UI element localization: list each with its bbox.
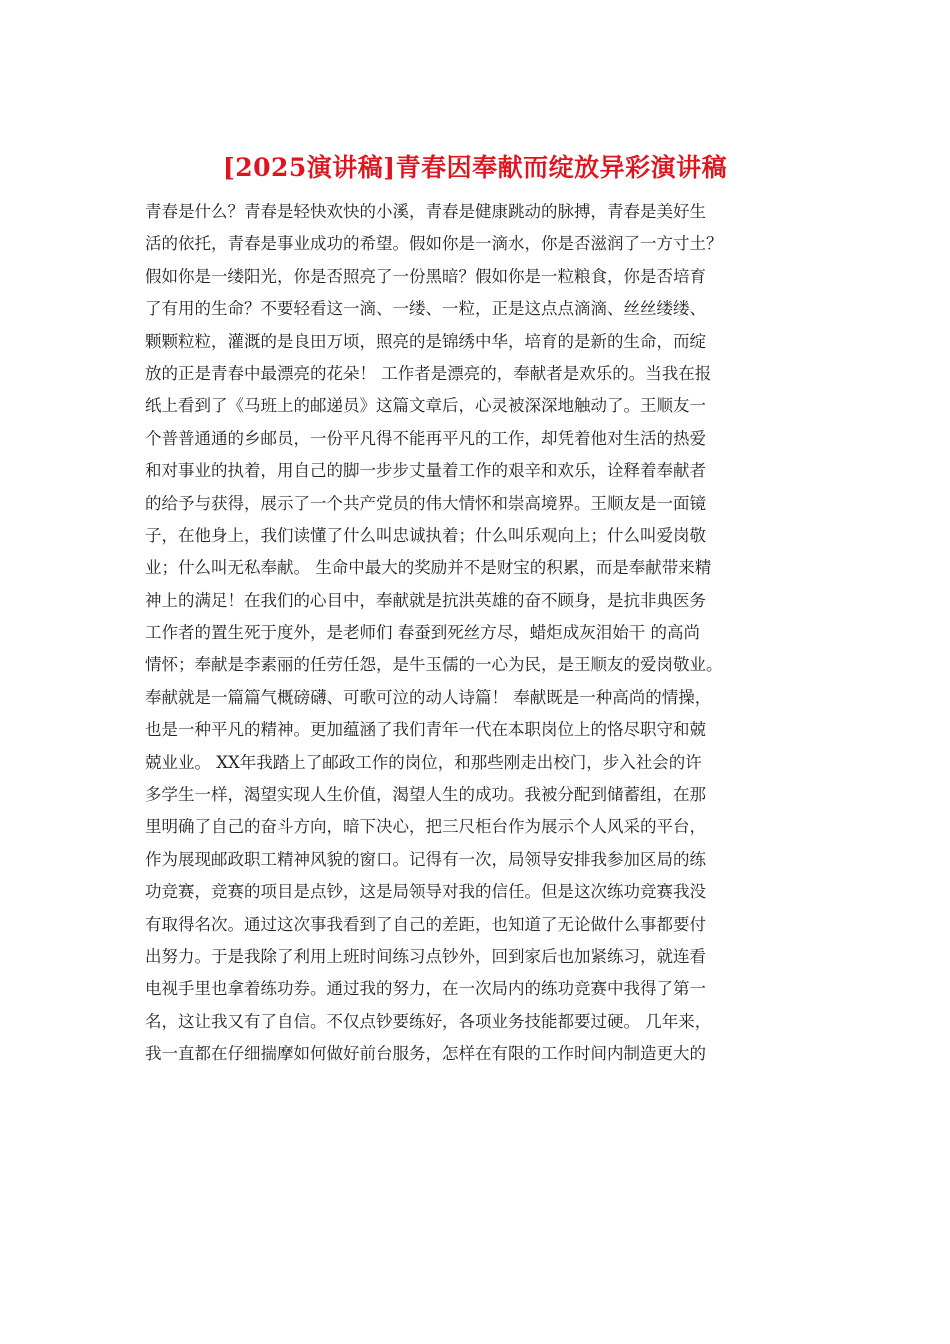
body-text-line: 放的正是青春中最漂亮的花朵！ 工作者是漂亮的，奉献者是欢乐的。当我在报 bbox=[145, 363, 712, 383]
body-text-line: 电视手里也拿着练功券。通过我的努力，在一次局内的练功竞赛中我得了第一 bbox=[145, 979, 706, 999]
document-body bbox=[145, 196, 805, 1071]
body-text-line: 业；什么叫无私奉献。 生命中最大的奖励并不是财宝的积累，而是奉献带来精 bbox=[145, 558, 712, 578]
body-text-line: 多学生一样，渴望实现人生价值，渴望人生的成功。我被分配到储蓄组，在那 bbox=[145, 785, 706, 805]
body-text-line: 了有用的生命？不要轻看这一滴、一缕、一粒，正是这点点滴滴、丝丝缕缕、 bbox=[145, 299, 706, 319]
body-text-line: 纸上看到了《马班上的邮递员》这篇文章后，心灵被深深地触动了。王顺友一 bbox=[145, 396, 706, 416]
body-text-line: 的给予与获得，展示了一个共产党员的伟大情怀和崇高境界。王顺友是一面镜 bbox=[145, 493, 706, 513]
body-text-line: 我一直都在仔细揣摩如何做好前台服务，怎样在有限的工作时间内制造更大的 bbox=[145, 1044, 706, 1064]
body-text-line: 功竞赛，竞赛的项目是点钞，这是局领导对我的信任。但是这次练功竞赛我没 bbox=[145, 882, 706, 902]
body-text-line: 出努力。于是我除了利用上班时间练习点钞外，回到家后也加紧练习，就连看 bbox=[145, 946, 706, 966]
body-text-line: 颗颗粒粒，灌溉的是良田万顷，照亮的是锦绣中华，培育的是新的生命，而绽 bbox=[145, 331, 706, 351]
body-text-line: 情怀；奉献是李素丽的任劳任怨，是牛玉儒的一心为民，是王顺友的爱岗敬业。 bbox=[145, 655, 723, 675]
body-text-line: 个普普通通的乡邮员，一份平凡得不能再平凡的工作，却凭着他对生活的热爱 bbox=[145, 428, 706, 448]
body-text-line: 有取得名次。通过这次事我看到了自己的差距，也知道了无论做什么事都要付 bbox=[145, 914, 706, 934]
body-text-line: 神上的满足！在我们的心目中，奉献就是抗洪英雄的奋不顾身，是抗非典医务 bbox=[145, 590, 706, 610]
body-text-line: 活的依托，青春是事业成功的希望。假如你是一滴水，你是否滋润了一方寸土？ bbox=[145, 234, 723, 254]
body-text-line: 子，在他身上，我们读懂了什么叫忠诚执着；什么叫乐观向上；什么叫爱岗敬 bbox=[145, 525, 706, 545]
body-text-line: 兢业业。 XX年我踏上了邮政工作的岗位，和那些刚走出校门，步入社会的许 bbox=[145, 752, 702, 772]
body-text-line: 工作者的置生死于度外，是老师们 春蚕到死丝方尽，蜡炬成灰泪始干 的高尚 bbox=[145, 623, 700, 643]
body-text-line: 作为展现邮政职工精神风貌的窗口。记得有一次，局领导安排我参加区局的练 bbox=[145, 849, 706, 869]
body-text-line: 青春是什么？青春是轻快欢快的小溪，青春是健康跳动的脉搏，青春是美好生 bbox=[145, 202, 706, 221]
body-text-line: 和对事业的执着，用自己的脚一步步丈量着工作的艰辛和欢乐，诠释着奉献者 bbox=[145, 461, 706, 481]
document-title: [2025演讲稿]青春因奉献而绽放异彩演讲稿 bbox=[222, 153, 728, 182]
body-text-line: 假如你是一缕阳光，你是否照亮了一份黑暗？假如你是一粒粮食，你是否培育 bbox=[145, 266, 706, 286]
body-text-line: 也是一种平凡的精神。更加蕴涵了我们青年一代在本职岗位上的恪尽职守和兢 bbox=[145, 720, 706, 740]
body-text-line: 名，这让我又有了自信。不仅点钞要练好，各项业务技能都要过硬。 几年来， bbox=[145, 1011, 712, 1031]
body-text-line: 里明确了自己的奋斗方向，暗下决心，把三尺柜台作为展示个人风采的平台， bbox=[145, 817, 706, 837]
body-text-line: 奉献就是一篇篇气概磅礴、可歌可泣的动人诗篇！ 奉献既是一种高尚的情操， bbox=[145, 687, 712, 707]
